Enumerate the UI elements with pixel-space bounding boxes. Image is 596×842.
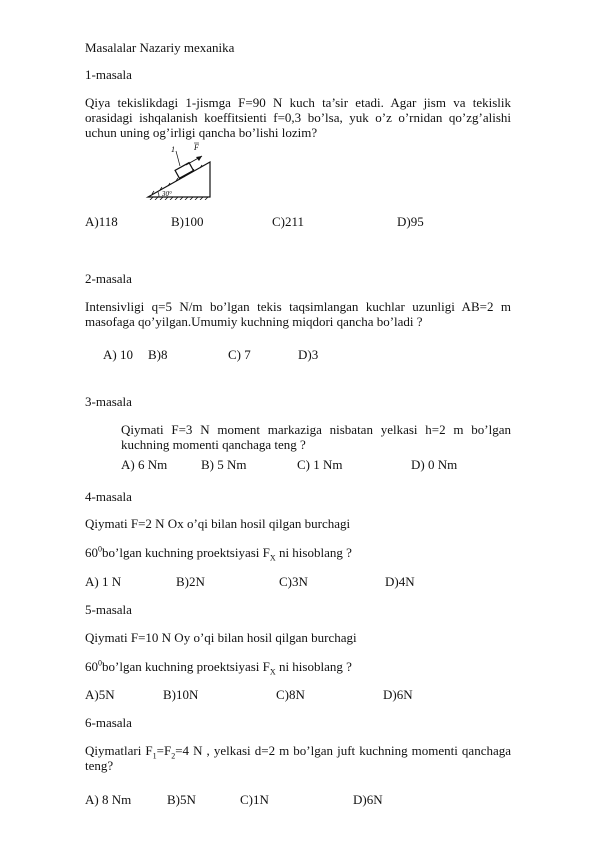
problem-2-answer-c: C) 7 <box>228 347 251 362</box>
problem-2-answer-d: D)3 <box>298 347 319 362</box>
body-label: 1 <box>171 145 175 154</box>
problem-4-answer-d: D)4N <box>385 574 415 589</box>
problem-6-text-b: =F <box>156 743 172 758</box>
problem-4-heading: 4-masala <box>85 489 132 504</box>
problem-1-answer-d: D)95 <box>397 214 424 229</box>
problem-5-answer-d: D)6N <box>383 687 413 702</box>
problem-6-sub-1: 1 <box>152 751 157 761</box>
problem-5-answer-b: B)10N <box>163 687 199 702</box>
problem-4-text-line1: Qiymati F=2 N Ox o’qi bilan hosil qilgan burchagi <box>85 516 351 531</box>
problem-2-answer-b: B)8 <box>148 347 168 362</box>
problem-6-text <box>85 743 511 773</box>
problem-2-answers <box>103 347 503 362</box>
problem-3-text: Qiymati F=3 N moment markaziga nisbatan yelkasi h=2 m bo’lgan kuchning momenti qanchaga teng ? <box>121 422 511 452</box>
problem-3-answers <box>121 457 511 472</box>
problem-1-answer-b: B)100 <box>171 214 204 229</box>
problem-3-answer-b: B) 5 Nm <box>201 457 247 472</box>
problem-6-text-c: =4 N , yelkasi d=2 m bo’lgan juft kuchning momenti qanchaga teng? <box>85 743 512 773</box>
angle-label: 30° <box>162 190 172 198</box>
problem-6-answer-d: D)6N <box>353 792 383 807</box>
problem-6-answers <box>85 792 505 807</box>
problem-5-line2-b: ni hisoblang ? <box>275 659 352 674</box>
problem-6-text-a: Qiymatlari F <box>85 743 153 758</box>
problem-5-answer-c: C)8N <box>276 687 305 702</box>
problem-5-angle: 60 <box>85 659 98 674</box>
problem-1-text: Qiya tekislikdagi 1-jismga F=90 N kuch ta’sir etadi. Agar jism va tekislik orasidagi ishqalanish koeffitsienti f=0,3 bo’lsa, yuk o’z o’rnidan qo’zg’alishi uchun uning og’irligi qancha bo’lishi lozim? <box>85 95 511 140</box>
problem-6-answer-a: A) 8 Nm <box>85 792 132 807</box>
problem-4-degree-mark: 0 <box>98 544 102 554</box>
problem-2-answer-a: A) 10 <box>103 347 133 362</box>
problem-3-answer-c: C) 1 Nm <box>297 457 343 472</box>
problem-6-answer-b: B)5N <box>167 792 196 807</box>
problem-4-text-line2 <box>85 544 352 563</box>
problem-1-answer-a: A)118 <box>85 214 118 229</box>
problem-6-sub-2: 2 <box>171 751 176 761</box>
problem-5-text-line1: Qiymati F=10 N Oy o’qi bilan hosil qilgan burchagi <box>85 630 357 645</box>
problem-4-answers <box>85 574 505 589</box>
problem-2-text: Intensivligi q=5 N/m bo’lgan tekis taqsimlangan kuchlar uzunligi AB=2 m masofaga qo’yilgan.Umumiy kuchning miqdori qancha bo’ladi ? <box>85 299 511 329</box>
problem-4-answer-a: A) 1 N <box>85 574 122 589</box>
problem-3-answer-a: A) 6 Nm <box>121 457 168 472</box>
problem-1-answer-c: C)211 <box>272 214 305 229</box>
inclined-plane-figure <box>138 140 218 200</box>
problem-3-answer-d: D) 0 Nm <box>411 457 458 472</box>
problem-4-answer-b: B)2N <box>176 574 205 589</box>
problem-4-answer-c: C)3N <box>279 574 308 589</box>
problem-5-heading: 5-masala <box>85 602 132 617</box>
problem-6-heading: 6-masala <box>85 715 132 730</box>
force-label: F <box>194 143 199 152</box>
problem-3-heading: 3-masala <box>85 394 132 409</box>
problem-5-answer-a: A)5N <box>85 687 115 702</box>
problem-5-text-line2 <box>85 658 352 677</box>
page-title: Masalalar Nazariy mexanika <box>85 40 235 55</box>
problem-2-heading: 2-masala <box>85 271 132 286</box>
problem-6-answer-c: C)1N <box>240 792 269 807</box>
problem-4-line2-a: bo’lgan kuchning proektsiyasi F <box>102 545 270 560</box>
problem-1-answers <box>85 214 505 229</box>
problem-5-line2-a: bo’lgan kuchning proektsiyasi F <box>102 659 270 674</box>
problem-5-answers <box>85 687 505 702</box>
problem-5-subscript: X <box>269 667 276 677</box>
problem-5-degree-mark: 0 <box>98 658 102 668</box>
body-label-leader <box>176 151 180 166</box>
problem-4-angle: 60 <box>85 545 98 560</box>
problem-4-subscript: X <box>269 553 276 563</box>
problem-1-heading: 1-masala <box>85 67 132 82</box>
problem-4-line2-b: ni hisoblang ? <box>275 545 352 560</box>
